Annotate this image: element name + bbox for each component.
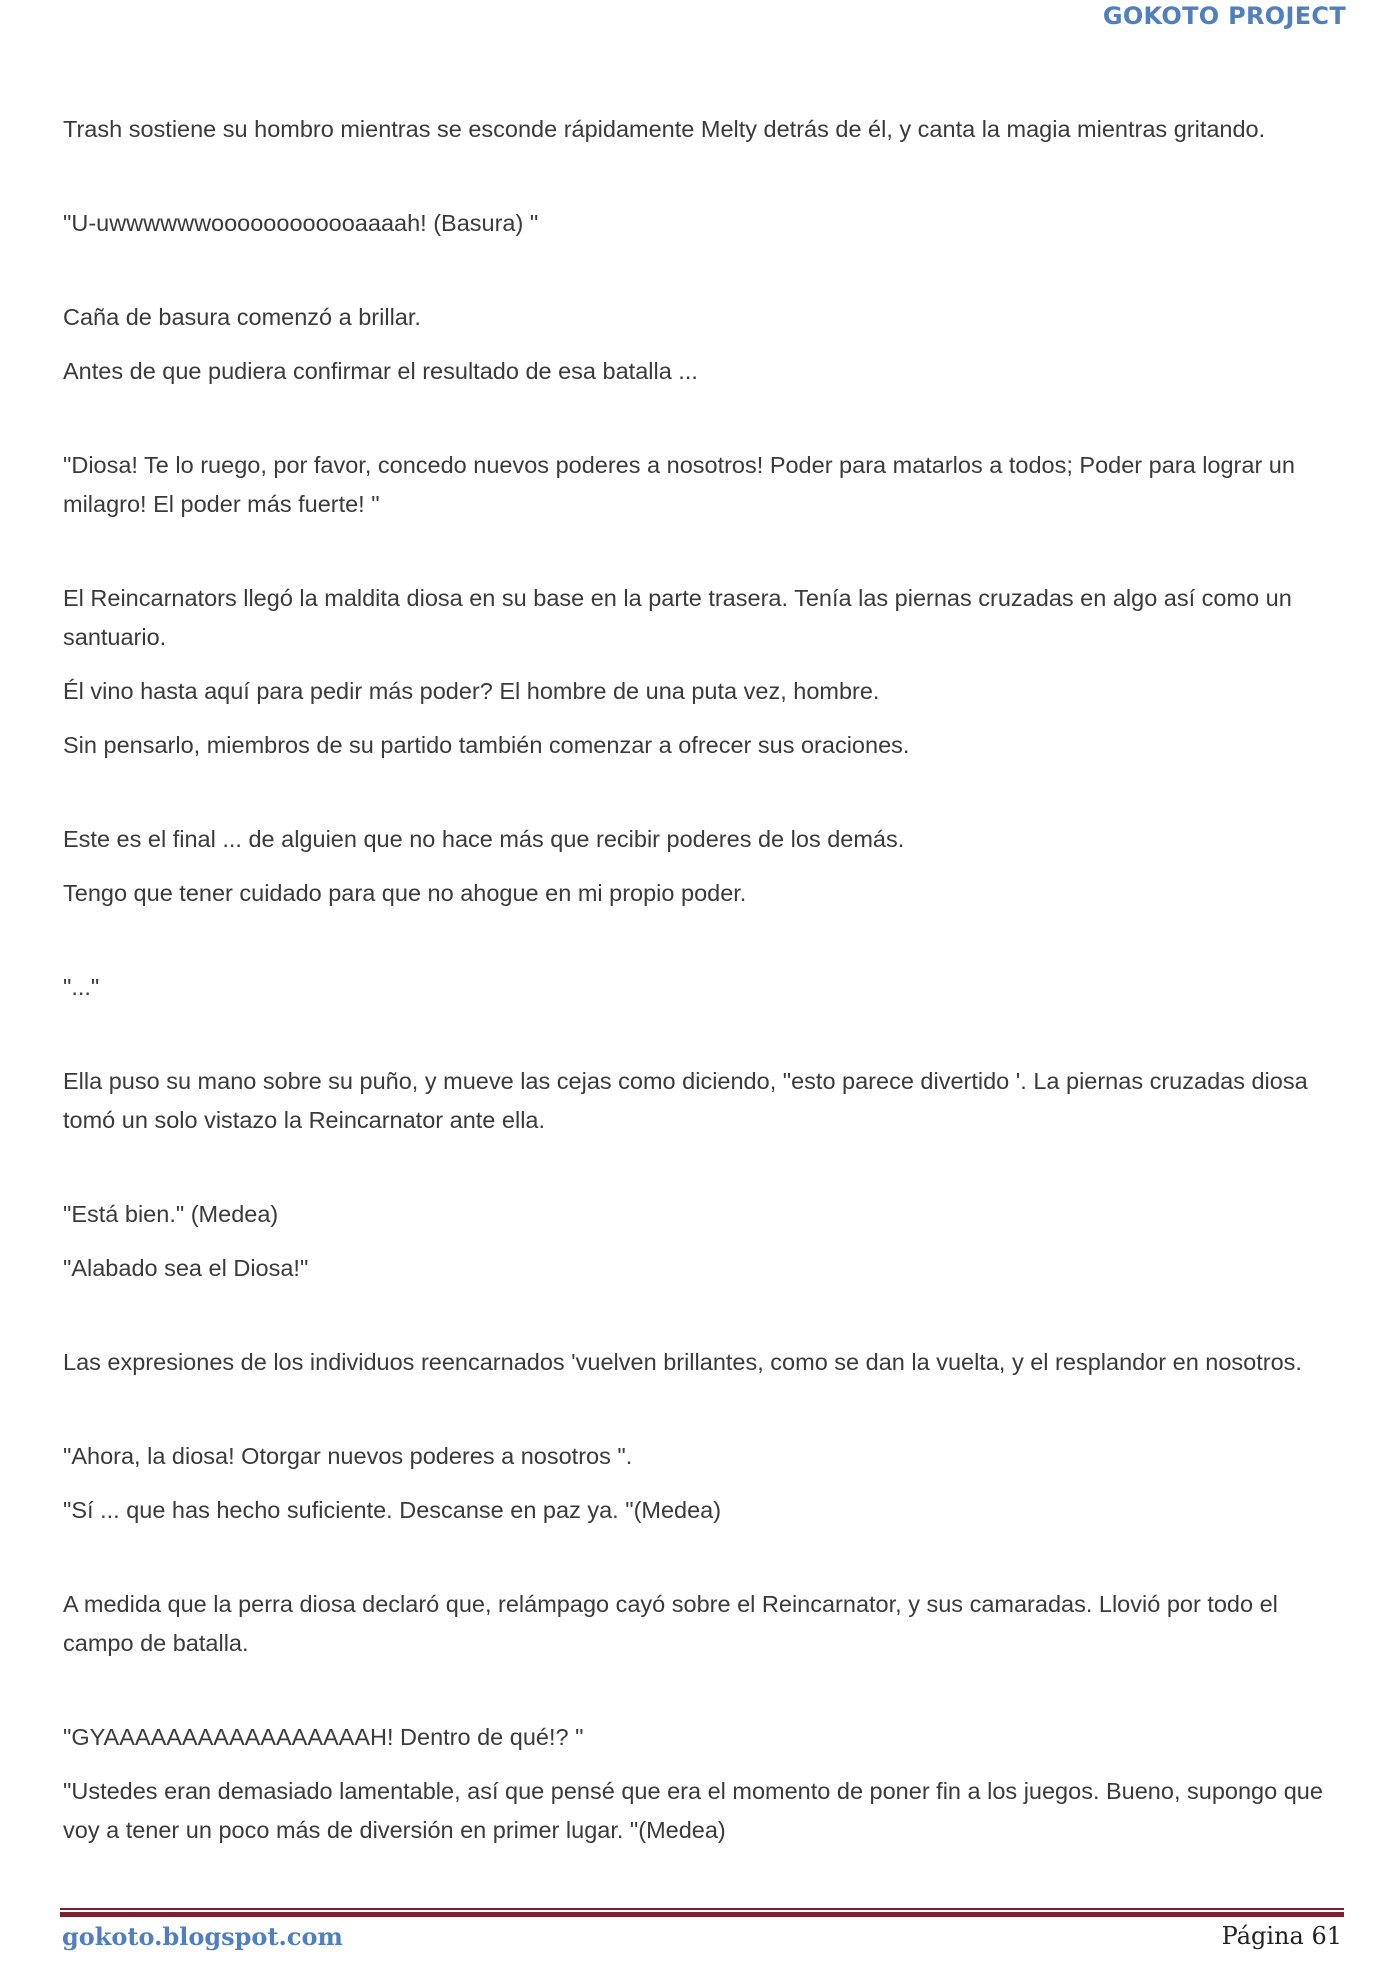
paragraph: A medida que la perra diosa declaró que, relámpago cayó sobre el Reincarnator, y sus camaradas. Llovió por todo el campo de batalla. (63, 1591, 1278, 1656)
paragraph: Trash sostiene su hombro mientras se esconde rápidamente Melty detrás de él, y canta la magia mientras gritando. (63, 116, 1266, 142)
paragraph: Tengo que tener cuidado para que no ahogue en mi propio poder. (63, 880, 747, 906)
paragraph: Él vino hasta aquí para pedir más poder? El hombre de una puta vez, hombre. (63, 678, 880, 704)
footer-divider-thick-line (60, 1912, 1344, 1917)
paragraph: "Alabado sea el Diosa!" (63, 1255, 309, 1281)
footer-divider (60, 1908, 1344, 1917)
paragraph: Este es el final ... de alguien que no hace más que recibir poderes de los demás. (63, 826, 905, 852)
paragraph: Antes de que pudiera confirmar el resultado de esa batalla ... (63, 358, 698, 384)
paragraph: "Está bien." (Medea) (63, 1201, 279, 1227)
document-body (63, 110, 1343, 1850)
paragraph: Ella puso su mano sobre su puño, y mueve las cejas como diciendo, "esto parece divertido '. La piernas cruzadas diosa tomó un solo vistazo la Reincarnator ante ella. (63, 1068, 1308, 1133)
paragraph: Sin pensarlo, miembros de su partido también comenzar a ofrecer sus oraciones. (63, 732, 910, 758)
footer-site-link[interactable]: gokoto.blogspot.com (62, 1922, 343, 1951)
paragraph: "GYAAAAAAAAAAAAAAAAAH! Dentro de qué!? " (63, 1724, 584, 1750)
paragraph: "..." (63, 974, 100, 1000)
header-title: GOKOTO PROJECT (1102, 2, 1346, 30)
paragraph: Caña de basura comenzó a brillar. (63, 304, 421, 330)
paragraph: "Sí ... que has hecho suficiente. Descanse en paz ya. "(Medea) (63, 1497, 722, 1523)
paragraph: "Diosa! Te lo ruego, por favor, concedo nuevos poderes a nosotros! Poder para matarlos a todos; Poder para lograr un milagro! El poder más fuerte! " (63, 452, 1295, 517)
footer-page-number: Página 61 (1221, 1922, 1342, 1950)
paragraph: "Ustedes eran demasiado lamentable, así que pensé que era el momento de poner fin a los juegos. Bueno, supongo que voy a tener un poco más de diversión en primer lugar. "(Medea) (63, 1778, 1323, 1843)
footer-divider-thin-line (60, 1908, 1344, 1910)
paragraph: "Ahora, la diosa! Otorgar nuevos poderes a nosotros ". (63, 1443, 633, 1469)
paragraph: Las expresiones de los individuos reencarnados 'vuelven brillantes, como se dan la vuelta, y el resplandor en nosotros. (63, 1349, 1302, 1375)
paragraph: "U-uwwwwwwoooooooooooaaaah! (Basura) " (63, 210, 539, 236)
paragraph: El Reincarnators llegó la maldita diosa en su base en la parte trasera. Tenía las piernas cruzadas en algo así como un santuario. (63, 585, 1292, 650)
